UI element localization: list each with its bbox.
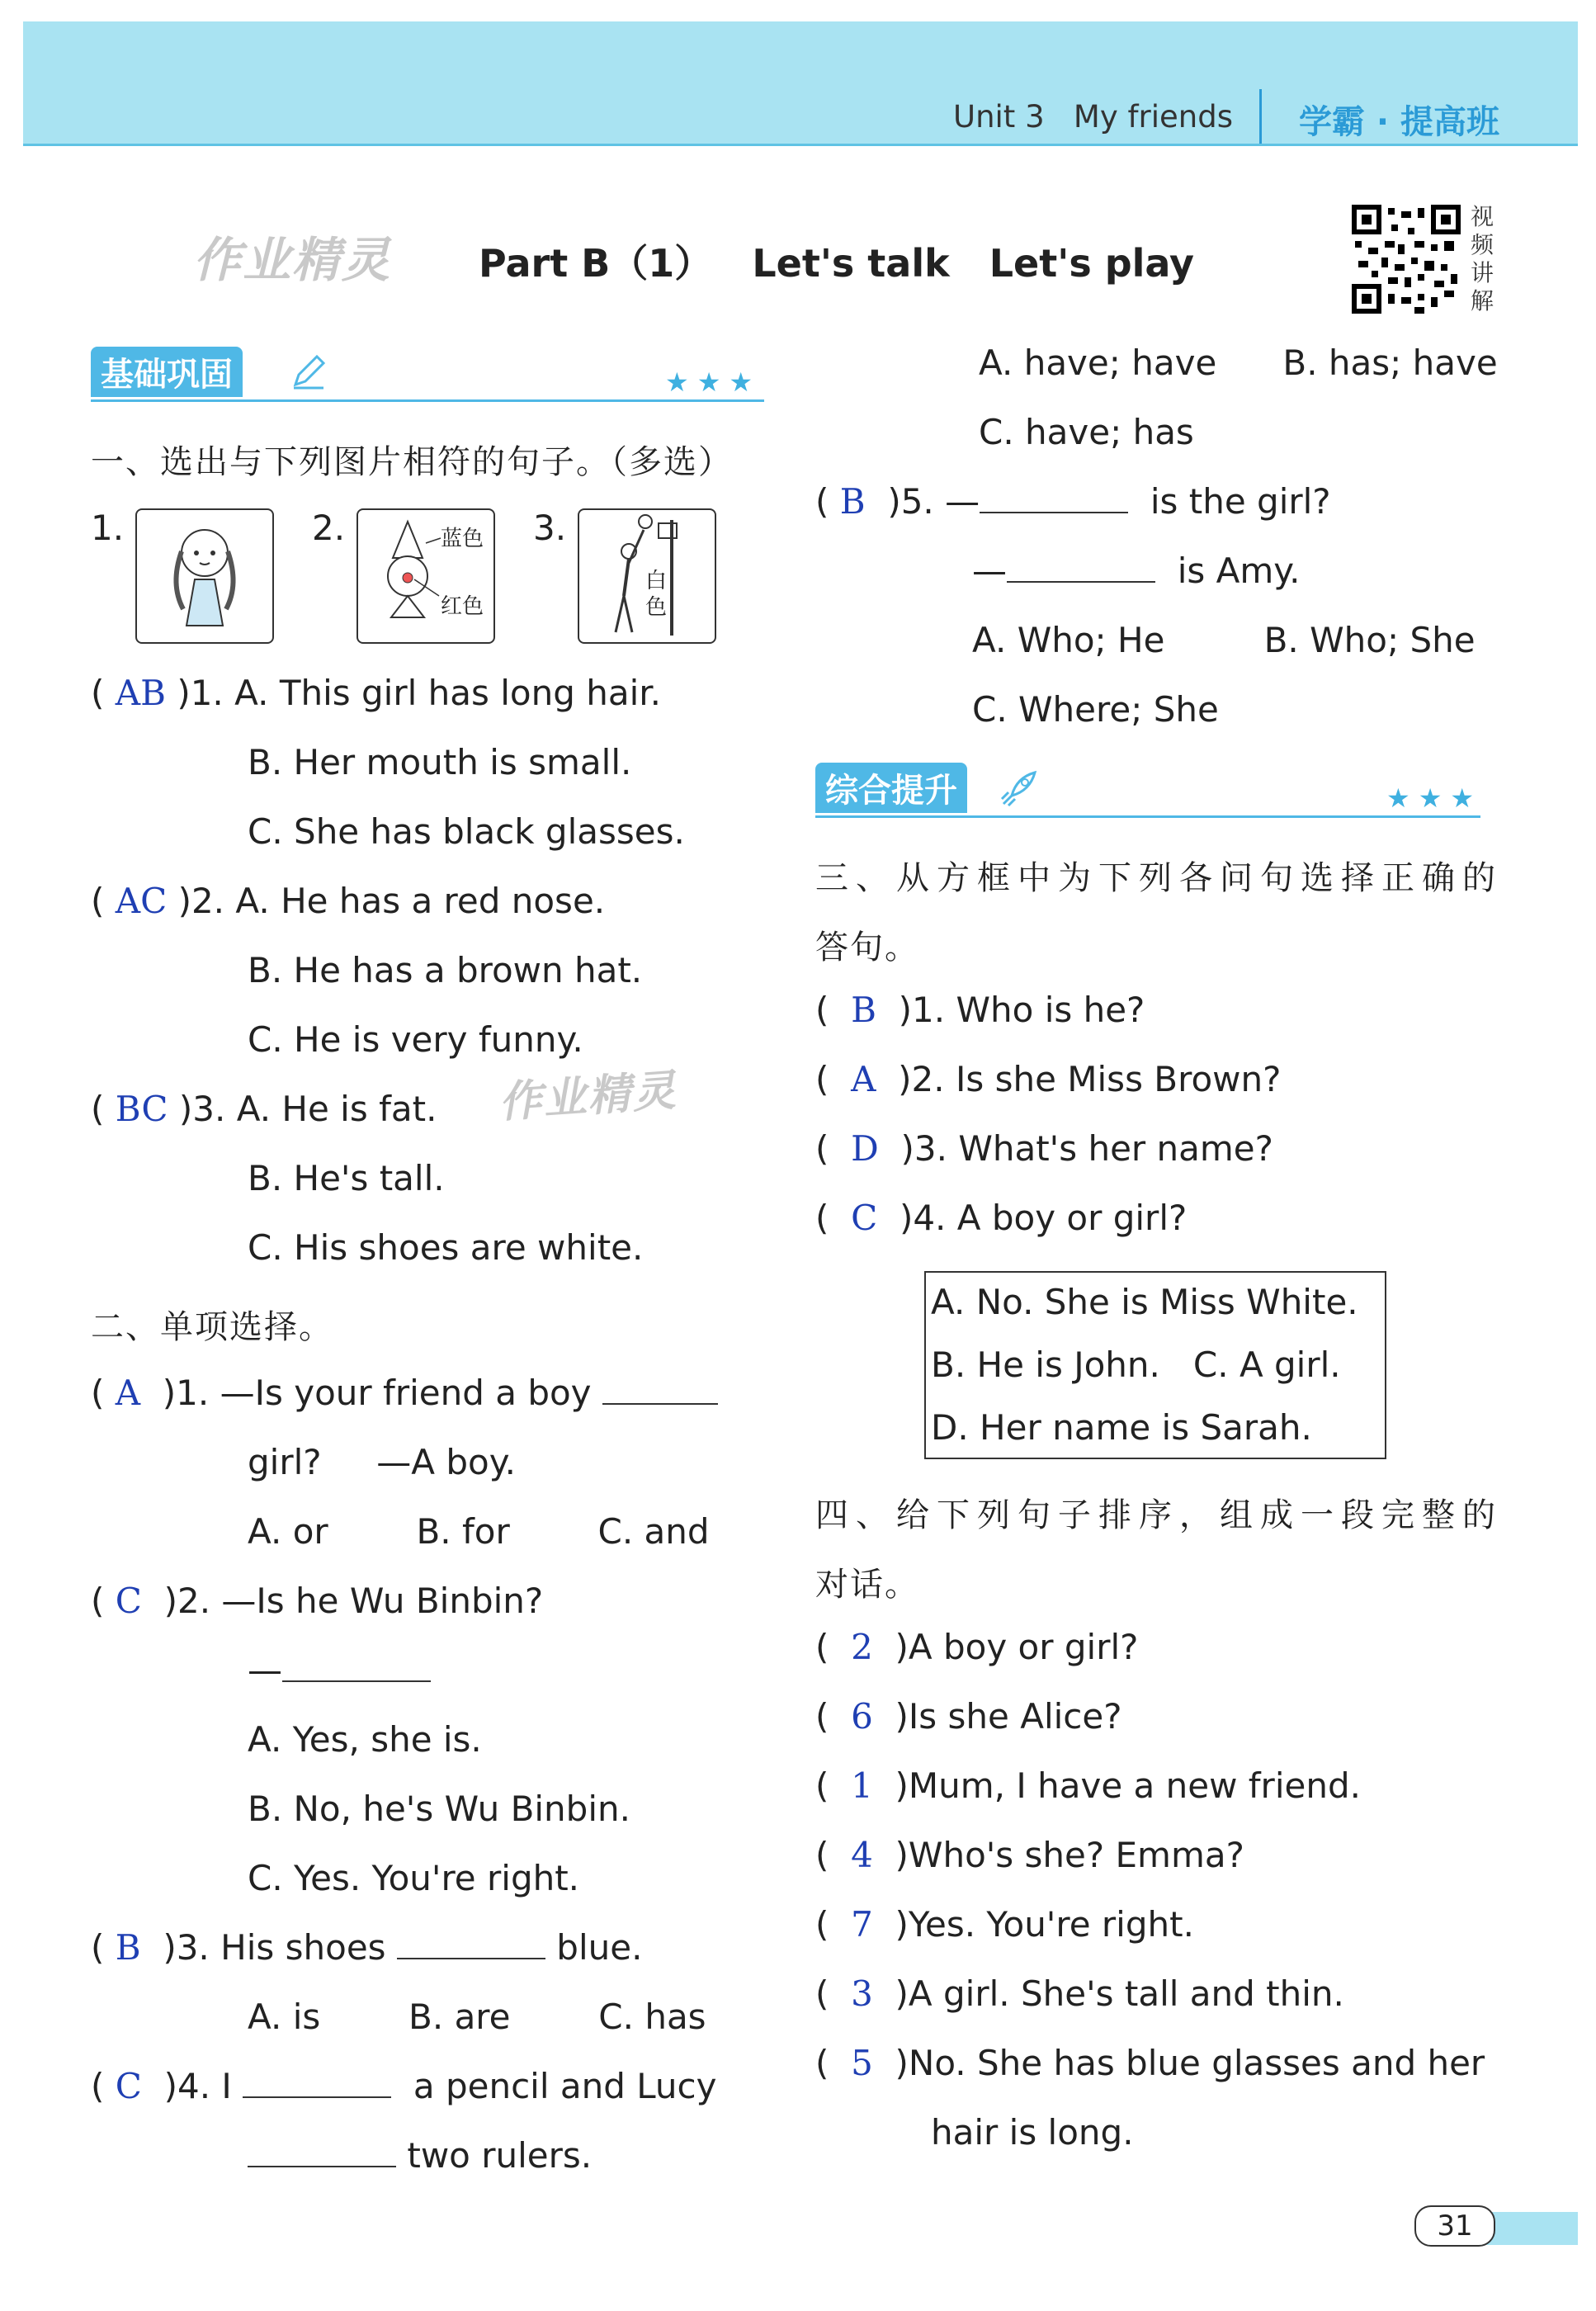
unit-label: Unit 3 My friends bbox=[953, 99, 1233, 135]
header-tick bbox=[1259, 89, 1262, 144]
q2-item-3-options: A. is B. are C. has bbox=[248, 1997, 706, 2037]
q1-heading: 一、选出与下列图片相符的句子。（多选） bbox=[91, 443, 733, 481]
q1-item-3-option-c: C. His shoes are white. bbox=[248, 1227, 644, 1268]
q2-item-1-line2: girl? —A boy. bbox=[248, 1442, 516, 1482]
answer: B bbox=[851, 990, 876, 1030]
picture-girl bbox=[135, 508, 274, 644]
pic2-label-red: 红色 bbox=[441, 594, 484, 619]
q1-item-1: ( AB )1. A. This girl has long hair. bbox=[91, 673, 661, 713]
box-option-a: A. No. She is Miss White. bbox=[931, 1282, 1358, 1322]
q3-heading: 三、从方框中为下列各问句选择正确的 bbox=[815, 859, 1503, 897]
q3-heading-2: 答句。 bbox=[815, 929, 919, 966]
q2-item-5-option-c: C. Where; She bbox=[972, 689, 1219, 730]
box-option-bc: B. He is John. C. A girl. bbox=[931, 1345, 1341, 1385]
pencil-icon bbox=[290, 353, 327, 390]
answer: D bbox=[851, 1128, 879, 1169]
pic-number-2: 2. bbox=[312, 508, 346, 548]
answer: 3 bbox=[851, 1973, 873, 2014]
q1-item-2-option-c: C. He is very funny. bbox=[248, 1019, 583, 1060]
q2-item-3: ( B )3. His shoes blue. bbox=[91, 1927, 643, 1968]
section-advanced-underline bbox=[815, 815, 1480, 818]
q2-item-2-line2: — bbox=[248, 1647, 431, 1694]
answer: 6 bbox=[851, 1696, 873, 1737]
answer: 1 bbox=[851, 1765, 873, 1806]
q2-heading: 二、单项选择。 bbox=[91, 1308, 333, 1346]
pic2-label-blue: 蓝色 bbox=[441, 527, 484, 551]
q2-item-4: ( C )4. I a pencil and Lucy bbox=[91, 2066, 717, 2106]
answer: AB bbox=[115, 673, 166, 713]
q1-item-3-option-b: B. He's tall. bbox=[248, 1158, 445, 1198]
difficulty-stars-advanced: ★★★ bbox=[1386, 782, 1483, 814]
q1-item-2: ( AC )2. A. He has a red nose. bbox=[91, 881, 606, 921]
q4-heading: 四、给下列句子排序，组成一段完整的 bbox=[815, 1496, 1503, 1534]
q2-item-2-option-a: A. Yes, she is. bbox=[248, 1719, 482, 1760]
answer: 2 bbox=[851, 1627, 873, 1667]
q4-heading-2: 对话。 bbox=[815, 1566, 919, 1604]
answer: C bbox=[115, 1581, 142, 1621]
q4-item: ( 2 )A boy or girl? bbox=[815, 1627, 1139, 1667]
q4-item: ( 3 )A girl. She's tall and thin. bbox=[815, 1973, 1344, 2014]
q2-item-5-option-ab: A. Who; He B. Who; She bbox=[972, 620, 1476, 660]
page-footer-bar bbox=[1485, 2212, 1578, 2245]
q2-item-4-option-ab: A. have; have B. has; have bbox=[979, 343, 1498, 383]
answer: C bbox=[115, 2066, 142, 2106]
q2-item-2-option-c: C. Yes. You're right. bbox=[248, 1858, 580, 1898]
pic3-label-white: 白色 bbox=[645, 569, 668, 620]
box-option-d: D. Her name is Sarah. bbox=[931, 1407, 1312, 1448]
answer: 5 bbox=[851, 2043, 873, 2083]
q1-item-2-option-b: B. He has a brown hat. bbox=[248, 950, 643, 990]
difficulty-stars: ★★★ bbox=[665, 366, 762, 398]
answer: B bbox=[115, 1927, 141, 1968]
q2-item-5: ( B )5. — is the girl? bbox=[815, 481, 1331, 522]
picture-clown bbox=[357, 508, 495, 644]
q2-item-1: ( A )1. —Is your friend a boy bbox=[91, 1370, 718, 1416]
q3-item-2: ( A )2. Is she Miss Brown? bbox=[815, 1059, 1282, 1099]
section-advanced-badge: 综合提升 bbox=[815, 763, 967, 813]
answer: A bbox=[851, 1059, 876, 1099]
answer: AC bbox=[115, 881, 168, 921]
q3-item-3: ( D )3. What's her name? bbox=[815, 1128, 1273, 1169]
picture-basketball-player bbox=[578, 508, 716, 644]
q3-item-4: ( C )4. A boy or girl? bbox=[815, 1198, 1188, 1238]
q4-item: ( 7 )Yes. You're right. bbox=[815, 1904, 1194, 1945]
qr-code[interactable] bbox=[1352, 205, 1461, 314]
section-basic-underline bbox=[91, 399, 764, 402]
q2-item-4-line2: two rulers. bbox=[248, 2133, 592, 2179]
q2-item-4-option-c: C. have; has bbox=[979, 412, 1194, 452]
q2-item-2: ( C )2. —Is he Wu Binbin? bbox=[91, 1581, 544, 1621]
q4-item: ( 6 )Is she Alice? bbox=[815, 1696, 1122, 1737]
header-divider bbox=[23, 144, 1578, 146]
watermark: 作业精灵 bbox=[193, 232, 392, 288]
watermark-mid: 作业精灵 bbox=[497, 1066, 679, 1128]
rocket-icon bbox=[1000, 769, 1038, 807]
brand-label: 学霸 · 提高班 bbox=[1299, 103, 1500, 141]
answer-options-box bbox=[924, 1271, 1386, 1459]
q2-item-1-options: A. or B. for C. and bbox=[248, 1511, 710, 1552]
answer: 7 bbox=[851, 1904, 873, 1945]
section-basic-badge: 基础巩固 bbox=[91, 347, 243, 397]
qr-label: 视频讲解 bbox=[1471, 203, 1494, 314]
q1-item-1-option-b: B. Her mouth is small. bbox=[248, 742, 632, 782]
q1-item-3: ( BC )3. A. He is fat. bbox=[91, 1089, 437, 1129]
pic-number-3: 3. bbox=[533, 508, 567, 548]
q4-item: ( 5 )No. She has blue glasses and her bbox=[815, 2043, 1485, 2083]
q2-item-2-option-b: B. No, he's Wu Binbin. bbox=[248, 1789, 630, 1829]
answer: B bbox=[839, 481, 866, 522]
q3-item-1: ( B )1. Who is he? bbox=[815, 990, 1145, 1030]
q4-item: ( 1 )Mum, I have a new friend. bbox=[815, 1765, 1361, 1806]
answer: 4 bbox=[851, 1835, 873, 1875]
page-title: Part B（1） Let's talk Let's play bbox=[479, 241, 1195, 286]
answer: BC bbox=[115, 1089, 168, 1129]
page-number: 31 bbox=[1414, 2205, 1495, 2247]
q2-item-5-line2: — is Amy. bbox=[972, 551, 1301, 591]
answer: A bbox=[115, 1373, 141, 1413]
q4-item-7-line2: hair is long. bbox=[931, 2112, 1134, 2153]
pic-number-1: 1. bbox=[91, 508, 125, 548]
q1-item-1-option-c: C. She has black glasses. bbox=[248, 811, 685, 852]
answer: C bbox=[851, 1198, 878, 1238]
q4-item: ( 4 )Who's she? Emma? bbox=[815, 1835, 1244, 1875]
